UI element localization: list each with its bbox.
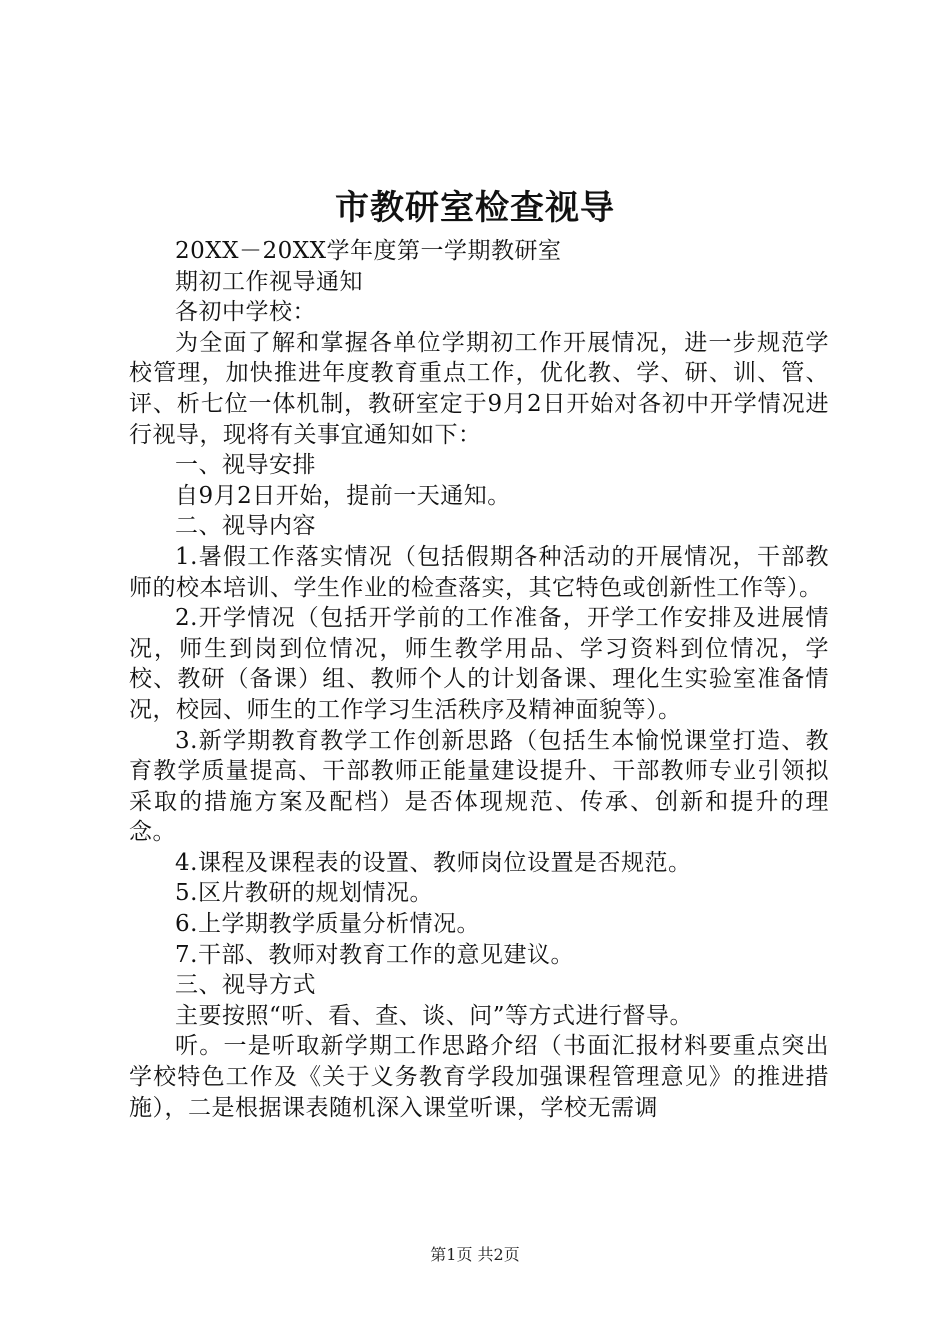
paragraph-school-year: 20XX－20XX学年度第一学期教研室 (175, 238, 562, 264)
paragraph-arrangement: 自9月2日开始，提前一天通知。 (175, 482, 511, 509)
paragraph-salutation: 各初中学校： (175, 299, 316, 326)
page-footer: 第1页 共2页 (430, 1245, 520, 1264)
list-item: 7.干部、教师对教育工作的意见建议。 (175, 941, 574, 968)
paragraph-notice-title: 期初工作视导通知 (175, 268, 363, 295)
paragraph-listen: 听。一是听取新学期工作思路介绍（书面汇报材料要重点突出学校特色工作及《关于义务教育学段加强课程管理意见》的推进措施），二是根据课表随机深入课堂听课，学校无需调 (129, 1033, 829, 1121)
list-item: 5.区片教研的规划情况。 (175, 880, 433, 907)
section-heading-content: 二、视导内容 (175, 513, 316, 540)
list-item: 3.新学期教育教学工作创新思路（包括生本愉悦课堂打造、教育教学质量提高、干部教师正能量建设提升、干部教师专业引领拟采取的措施方案及配档）是否体现规范、传承、创新和提升的理念。 (129, 727, 829, 846)
section-heading-arrangement: 一、视导安排 (175, 452, 316, 479)
list-item: 6.上学期教学质量分析情况。 (175, 911, 480, 938)
list-item: 2.开学情况（包括开学前的工作准备，开学工作安排及进展情况，师生到岗到位情况，师生教学用品、学习资料到位情况，学校、教研（备课）组、教师个人的计划备课、理化生实验室准备情况，校园、师生的工作学习生活秩序及精神面貌等）。 (129, 605, 829, 723)
paragraph-intro: 为全面了解和掌握各单位学期初工作开展情况，进一步规范学校管理，加快推进年度教育重点工作，优化教、学、研、训、管、评、析七位一体机制，教研室定于9月2日开始对各初中开学情况进行视导，现将有关事宜通知如下： (129, 329, 829, 448)
document-title: 市教研室检查视导 (335, 188, 615, 228)
paragraph-method: 主要按照“听、看、查、谈、问”等方式进行督导。 (175, 1002, 694, 1029)
list-item: 4.课程及课程表的设置、教师岗位设置是否规范。 (175, 849, 692, 876)
section-heading-method: 三、视导方式 (175, 972, 316, 999)
document-body (129, 236, 829, 1123)
list-item: 1.暑假工作落实情况（包括假期各种活动的开展情况，干部教师的校本培训、学生作业的检查落实，其它特色或创新性工作等）。 (129, 543, 829, 601)
